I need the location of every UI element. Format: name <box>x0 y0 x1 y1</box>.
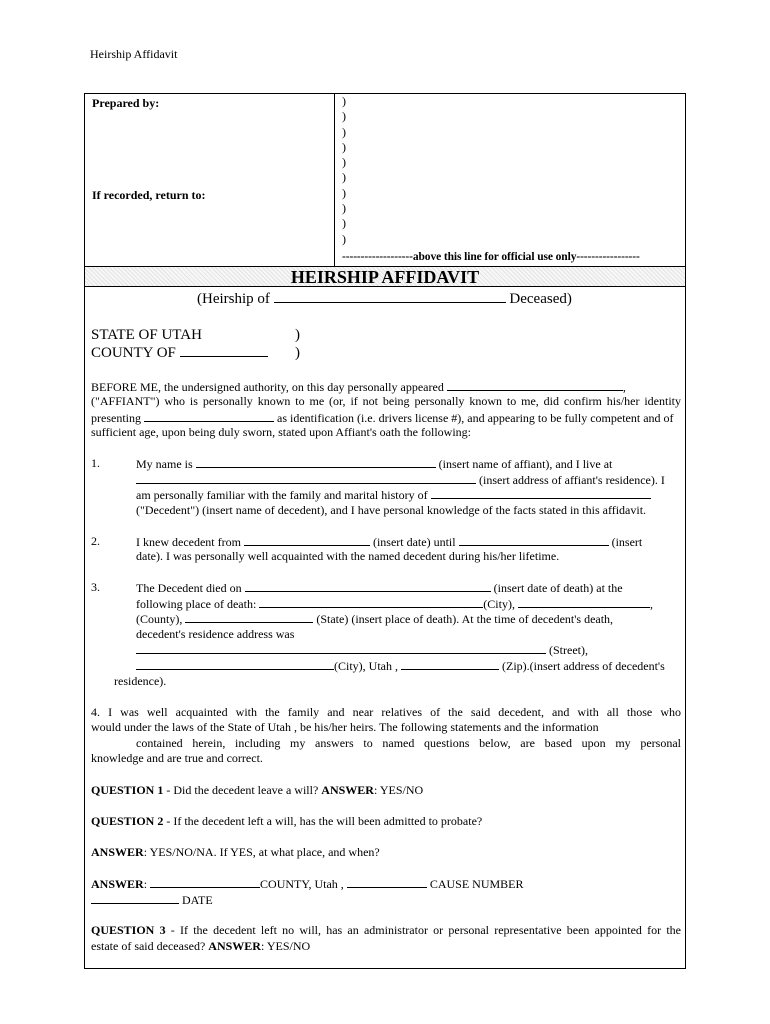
item-1-line-3 <box>136 487 651 503</box>
item-3-line-6 <box>136 658 665 674</box>
question-1 <box>91 783 423 798</box>
probate-county-blank[interactable] <box>150 876 260 888</box>
item-1-line-4: ("Decedent") (insert name of decedent), and I have personal knowledge of the facts stated in this affidavit. <box>136 503 647 517</box>
subtitle <box>197 291 572 308</box>
intro-text: presenting <box>91 411 141 425</box>
running-header: Heirship Affidavit <box>90 47 178 61</box>
venue-county <box>91 345 268 362</box>
paren: ) <box>342 201 346 216</box>
county-blank[interactable] <box>180 345 268 357</box>
intro-line-2: ("AFFIANT") who is personally known to me (or, if not being personally known to me, did confirm his/her identity <box>91 394 681 408</box>
decedent-name-blank-2[interactable] <box>431 487 651 499</box>
intro-line-4: sufficient age, upon being duly sworn, stated upon Affiant's oath the following: <box>91 425 471 439</box>
death-date-blank[interactable] <box>245 580 491 592</box>
from-date-blank[interactable] <box>244 534 370 546</box>
answer-3-line-1 <box>91 876 524 892</box>
item-text: (Zip).(insert address of decedent's <box>502 659 665 673</box>
item-3-line-1 <box>136 580 623 596</box>
item-4-line-2: would under the laws of the State of Utah , be his/her heirs. The following statements and the information <box>91 720 599 734</box>
venue-paren: ) <box>295 327 300 343</box>
paren: ) <box>342 94 346 108</box>
question-2 <box>91 814 482 829</box>
answer-label: ANSWER <box>208 939 261 953</box>
question-text: - If the decedent left a will, has the will been admitted to probate? <box>163 814 483 828</box>
item-text: (insert date) until <box>372 535 456 549</box>
item-3-line-3 <box>136 611 613 627</box>
item-text: (City), Utah , <box>334 659 398 673</box>
prepared-by-label: Prepared by: <box>92 96 160 110</box>
item-2-number: 2. <box>91 534 100 548</box>
document-title: HEIRSHIP AFFIDAVIT <box>85 266 685 287</box>
paren: ) <box>342 139 346 154</box>
paren: ) <box>342 231 346 246</box>
paren-column <box>342 94 346 247</box>
item-4-line-3: contained herein, including my answers to named questions below, are based upon my personal <box>136 736 681 750</box>
intro-line-1 <box>91 379 626 395</box>
paren: ) <box>342 109 346 124</box>
venue-state: STATE OF UTAH <box>91 327 202 343</box>
recording-info-block <box>85 94 335 266</box>
venue-county-label: COUNTY OF <box>91 345 176 361</box>
answer-text: DATE <box>182 893 213 907</box>
answer-2 <box>91 845 380 860</box>
item-text: (Street), <box>549 643 588 657</box>
item-text: , <box>649 597 653 611</box>
death-county-blank[interactable] <box>518 596 650 608</box>
item-3-line-7: residence). <box>114 674 167 688</box>
question-text: - Did the decedent leave a will? <box>163 783 322 797</box>
return-to-label: If recorded, return to: <box>92 188 206 202</box>
item-text: (City), <box>483 597 515 611</box>
item-2-line-1 <box>136 534 642 550</box>
paren: ) <box>342 124 346 139</box>
intro-text: BEFORE ME, the undersigned authority, on this day personally appeared <box>91 380 444 394</box>
answer-options: : YES/NO <box>260 939 311 953</box>
intro-line-3 <box>91 410 674 426</box>
item-text: The Decedent died on <box>136 581 242 595</box>
question-label: QUESTION 3 <box>91 923 166 937</box>
answer-label: ANSWER <box>321 783 374 797</box>
decedent-name-blank[interactable] <box>274 291 506 303</box>
item-text: (County), <box>136 612 183 626</box>
paren: ) <box>342 185 346 200</box>
item-text: am personally familiar with the family and marital history of <box>136 488 428 502</box>
question-3-line-1 <box>91 923 681 938</box>
subtitle-suffix: Deceased) <box>509 291 572 307</box>
question-3-line-2 <box>91 939 310 954</box>
item-1-number: 1. <box>91 456 100 470</box>
question-text: estate of said deceased? <box>91 939 209 953</box>
item-text: (insert address of affiant's residence). I <box>479 473 665 487</box>
item-text: My name is <box>136 457 193 471</box>
item-text: (insert <box>611 535 643 549</box>
item-4-line-4: knowledge and are true and correct. <box>91 751 263 765</box>
cause-number-blank[interactable] <box>347 876 427 888</box>
answer-text: COUNTY, Utah , <box>260 877 344 891</box>
answer-label: ANSWER <box>91 877 144 891</box>
answer-colon: : <box>143 877 148 891</box>
item-text: (insert name of affiant), and I live at <box>438 457 613 471</box>
subtitle-prefix: (Heirship of <box>197 291 270 307</box>
intro-text: as identification (i.e. drivers license #), and appearing to be fully competent and of <box>277 411 674 425</box>
item-text: following place of death: <box>136 597 257 611</box>
item-text: (State) (insert place of death). At the time of decedent's death, <box>316 612 614 626</box>
death-city-blank[interactable] <box>259 596 483 608</box>
item-1-line-1 <box>136 456 612 472</box>
zip-blank[interactable] <box>401 658 499 670</box>
item-text: I knew decedent from <box>136 535 241 549</box>
paren: ) <box>342 216 346 231</box>
official-use-line: -------------------above this line for official use only----------------- <box>342 251 640 263</box>
item-text: (insert date of death) at the <box>493 581 623 595</box>
item-3-number: 3. <box>91 580 100 594</box>
until-date-blank[interactable] <box>459 534 609 546</box>
res-city-blank[interactable] <box>136 658 334 670</box>
item-2-line-2: date). I was personally well acquainted with the named decedent during his/her lifetime. <box>136 549 560 563</box>
death-state-blank[interactable] <box>185 611 313 623</box>
item-1-line-2 <box>136 472 665 488</box>
probate-date-blank[interactable] <box>91 892 179 904</box>
question-text: - If the decedent left no will, has an administrator or personal representative been appointed for the <box>165 923 681 937</box>
paren: ) <box>342 155 346 170</box>
question-label: QUESTION 1 <box>91 783 164 797</box>
question-label: QUESTION 2 <box>91 814 164 828</box>
answer-text: CAUSE NUMBER <box>429 877 524 891</box>
affiant-name-blank-2[interactable] <box>196 456 436 468</box>
item-3-line-4: decedent's residence address was <box>136 627 295 641</box>
item-3-line-5 <box>136 642 588 658</box>
paren: ) <box>342 170 346 185</box>
affidavit-form <box>84 93 686 969</box>
affiant-address-blank[interactable] <box>136 472 476 484</box>
answer-options: : YES/NO/NA. If YES, at what place, and when? <box>143 845 380 859</box>
answer-options: : YES/NO <box>373 783 424 797</box>
venue-paren: ) <box>295 345 300 361</box>
item-3-line-2 <box>136 596 653 612</box>
item-4-line-1: 4. I was well acquainted with the family and near relatives of the said decedent, and with all those who <box>91 705 681 719</box>
street-blank[interactable] <box>136 642 546 654</box>
affiant-name-blank[interactable] <box>447 379 623 391</box>
answer-label: ANSWER <box>91 845 144 859</box>
id-blank[interactable] <box>144 410 274 422</box>
intro-comma: , <box>622 380 626 394</box>
answer-3-line-2 <box>91 892 213 908</box>
